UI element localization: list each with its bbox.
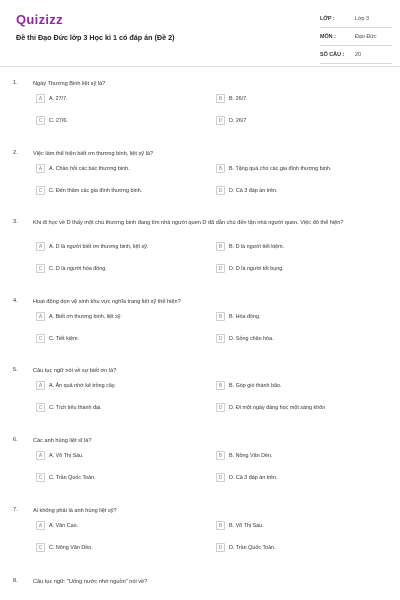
option-c[interactable]: [36, 542, 93, 553]
option-c[interactable]: [36, 472, 96, 483]
meta-row-count: [320, 46, 392, 64]
option-letter-box[interactable]: B: [216, 164, 225, 173]
meta-value: 20: [355, 51, 361, 58]
option-a[interactable]: [36, 520, 78, 531]
option-letter-box[interactable]: C: [36, 403, 45, 412]
option-letter-box[interactable]: D: [216, 543, 225, 552]
option-d[interactable]: [216, 472, 278, 483]
option-a[interactable]: [36, 311, 122, 322]
option-text: D. Cả 3 đáp án trên.: [229, 187, 278, 194]
option-text: C. Tích tiểu thành đại.: [49, 404, 102, 411]
question-text: Ai không phải là anh hùng liệt sỹ?: [33, 508, 117, 514]
option-d[interactable]: [216, 185, 278, 196]
option-b[interactable]: [216, 93, 248, 104]
meta-row-grade: [320, 10, 392, 28]
meta-row-subject: [320, 28, 392, 46]
option-letter-box[interactable]: D: [216, 334, 225, 343]
option-text: A. 27/7.: [49, 95, 68, 102]
option-d[interactable]: [216, 263, 284, 274]
option-letter-box[interactable]: A: [36, 94, 45, 103]
option-text: A. Văn Cao.: [49, 522, 79, 529]
quizizz-logo: Quizizz: [16, 12, 63, 27]
option-c[interactable]: [36, 263, 107, 274]
meta-label: LỚP :: [320, 15, 335, 22]
meta-label: SỐ CÂU :: [320, 51, 345, 58]
question-number: 2.: [13, 150, 18, 156]
option-letter-box[interactable]: D: [216, 403, 225, 412]
option-letter-box[interactable]: D: [216, 264, 225, 273]
question-text: Việc làm thể hiện biết ơn thương binh, liệt sỹ là?: [33, 151, 154, 157]
option-letter-box[interactable]: B: [216, 94, 225, 103]
question-number: 1.: [13, 80, 18, 86]
option-letter-box[interactable]: C: [36, 186, 45, 195]
option-c[interactable]: [36, 402, 102, 413]
meta-value: Đạo Đức: [355, 33, 377, 40]
question-number: 6.: [13, 437, 18, 443]
option-text: B. Tặng quà cho các gia đình thương binh.: [229, 165, 332, 172]
option-text: C. Tiết kiệm.: [49, 335, 79, 342]
meta-label: MÔN :: [320, 33, 336, 40]
worksheet-title: Đề thi Đạo Đức lớp 3 Học kì 1 có đáp án (Đề 2): [16, 33, 175, 42]
option-letter-box[interactable]: C: [36, 264, 45, 273]
option-text: B. Võ Thị Sáu.: [229, 522, 264, 529]
option-letter-box[interactable]: B: [216, 242, 225, 251]
option-letter-box[interactable]: D: [216, 473, 225, 482]
option-text: D. Trần Quốc Toản.: [229, 544, 276, 551]
option-letter-box[interactable]: A: [36, 164, 45, 173]
option-text: C. 27/6.: [49, 117, 68, 124]
worksheet-meta: [320, 10, 392, 64]
option-text: A. Võ Thị Sáu.: [49, 452, 84, 459]
option-text: A. Biết ơn thương binh, liệt sỹ.: [49, 313, 123, 320]
option-text: D. Sống chân hòa.: [229, 335, 274, 342]
option-text: B. Hòa đồng.: [229, 313, 261, 320]
option-text: A. Chào hỏi các bác thương binh.: [49, 165, 130, 172]
option-text: C. Nông Văn Dền.: [49, 544, 93, 551]
option-letter-box[interactable]: B: [216, 312, 225, 321]
option-a[interactable]: [36, 241, 148, 252]
option-text: B. 26/7.: [229, 95, 248, 102]
option-text: B. D là người tiết kiệm.: [229, 243, 285, 250]
option-a[interactable]: [36, 380, 116, 391]
worksheet-header: [0, 0, 400, 66]
question-number: 5.: [13, 367, 18, 373]
option-text: D. Đi một ngày đàng học một sàng khôn: [229, 404, 326, 411]
option-letter-box[interactable]: D: [216, 116, 225, 125]
option-letter-box[interactable]: C: [36, 543, 45, 552]
option-text: D. Cả 3 đáp án trên.: [229, 474, 278, 481]
option-b[interactable]: [216, 520, 264, 531]
option-letter-box[interactable]: B: [216, 521, 225, 530]
option-letter-box[interactable]: A: [36, 242, 45, 251]
option-b[interactable]: [216, 241, 284, 252]
option-text: D. 26/7: [229, 117, 247, 124]
option-text: B. Góp gió thành bão.: [229, 382, 282, 389]
option-c[interactable]: [36, 185, 142, 196]
option-letter-box[interactable]: A: [36, 451, 45, 460]
option-a[interactable]: [36, 93, 68, 104]
option-letter-box[interactable]: A: [36, 521, 45, 530]
header-divider: [0, 66, 400, 67]
option-c[interactable]: [36, 333, 79, 344]
option-text: A. D là người biết ơn thương binh, liệt sỹ.: [49, 243, 149, 250]
option-a[interactable]: [36, 450, 84, 461]
option-d[interactable]: [216, 402, 325, 413]
option-text: A. Ăn quả nhớ kẻ trồng cây.: [49, 382, 116, 389]
option-letter-box[interactable]: C: [36, 116, 45, 125]
question-number: 7.: [13, 507, 18, 513]
option-text: D. D là người tốt bụng.: [229, 265, 284, 272]
option-letter-box[interactable]: B: [216, 451, 225, 460]
option-letter-box[interactable]: A: [36, 312, 45, 321]
option-letter-box[interactable]: D: [216, 186, 225, 195]
option-a[interactable]: [36, 163, 130, 174]
option-text: C. Trần Quốc Toản.: [49, 474, 96, 481]
meta-value: Lớp 3: [355, 15, 370, 22]
question-number: 4.: [13, 298, 18, 304]
option-b[interactable]: [216, 311, 260, 322]
question-text: Hoạt động dọn vệ sinh khu vực nghĩa trang liệt sỹ thể hiện?: [33, 299, 181, 305]
option-letter-box[interactable]: B: [216, 381, 225, 390]
question-text: Câu tục ngữ: "Uống nước nhớ nguồn" nói về?: [33, 579, 148, 585]
question-text: Câu tục ngữ nói về sự biết ơn là?: [33, 368, 117, 374]
option-d[interactable]: [216, 115, 246, 126]
question-text: Ngày Thương Binh liệt sỹ là?: [33, 81, 106, 87]
option-d[interactable]: [216, 333, 274, 344]
option-c[interactable]: [36, 115, 68, 126]
option-b[interactable]: [216, 163, 331, 174]
question-text: Khi đi học về D thấy một chú thương binh đang tìm nhà người quen D đã dẫn chú đến tận nhà người quen. Việc đó thể hiện?: [33, 220, 344, 226]
option-letter-box[interactable]: A: [36, 381, 45, 390]
question-number: 3.: [13, 219, 18, 225]
question-number: 8.: [13, 578, 18, 584]
option-text: C. Đến thăm các gia đình thương binh.: [49, 187, 143, 194]
option-text: C. D là người hòa đồng.: [49, 265, 107, 272]
question-text: Các anh hùng liệt sĩ là?: [33, 438, 92, 444]
option-b[interactable]: [216, 450, 272, 461]
option-letter-box[interactable]: C: [36, 473, 45, 482]
option-d[interactable]: [216, 542, 276, 553]
option-text: B. Nông Văn Dền.: [229, 452, 273, 459]
option-b[interactable]: [216, 380, 281, 391]
option-letter-box[interactable]: C: [36, 334, 45, 343]
